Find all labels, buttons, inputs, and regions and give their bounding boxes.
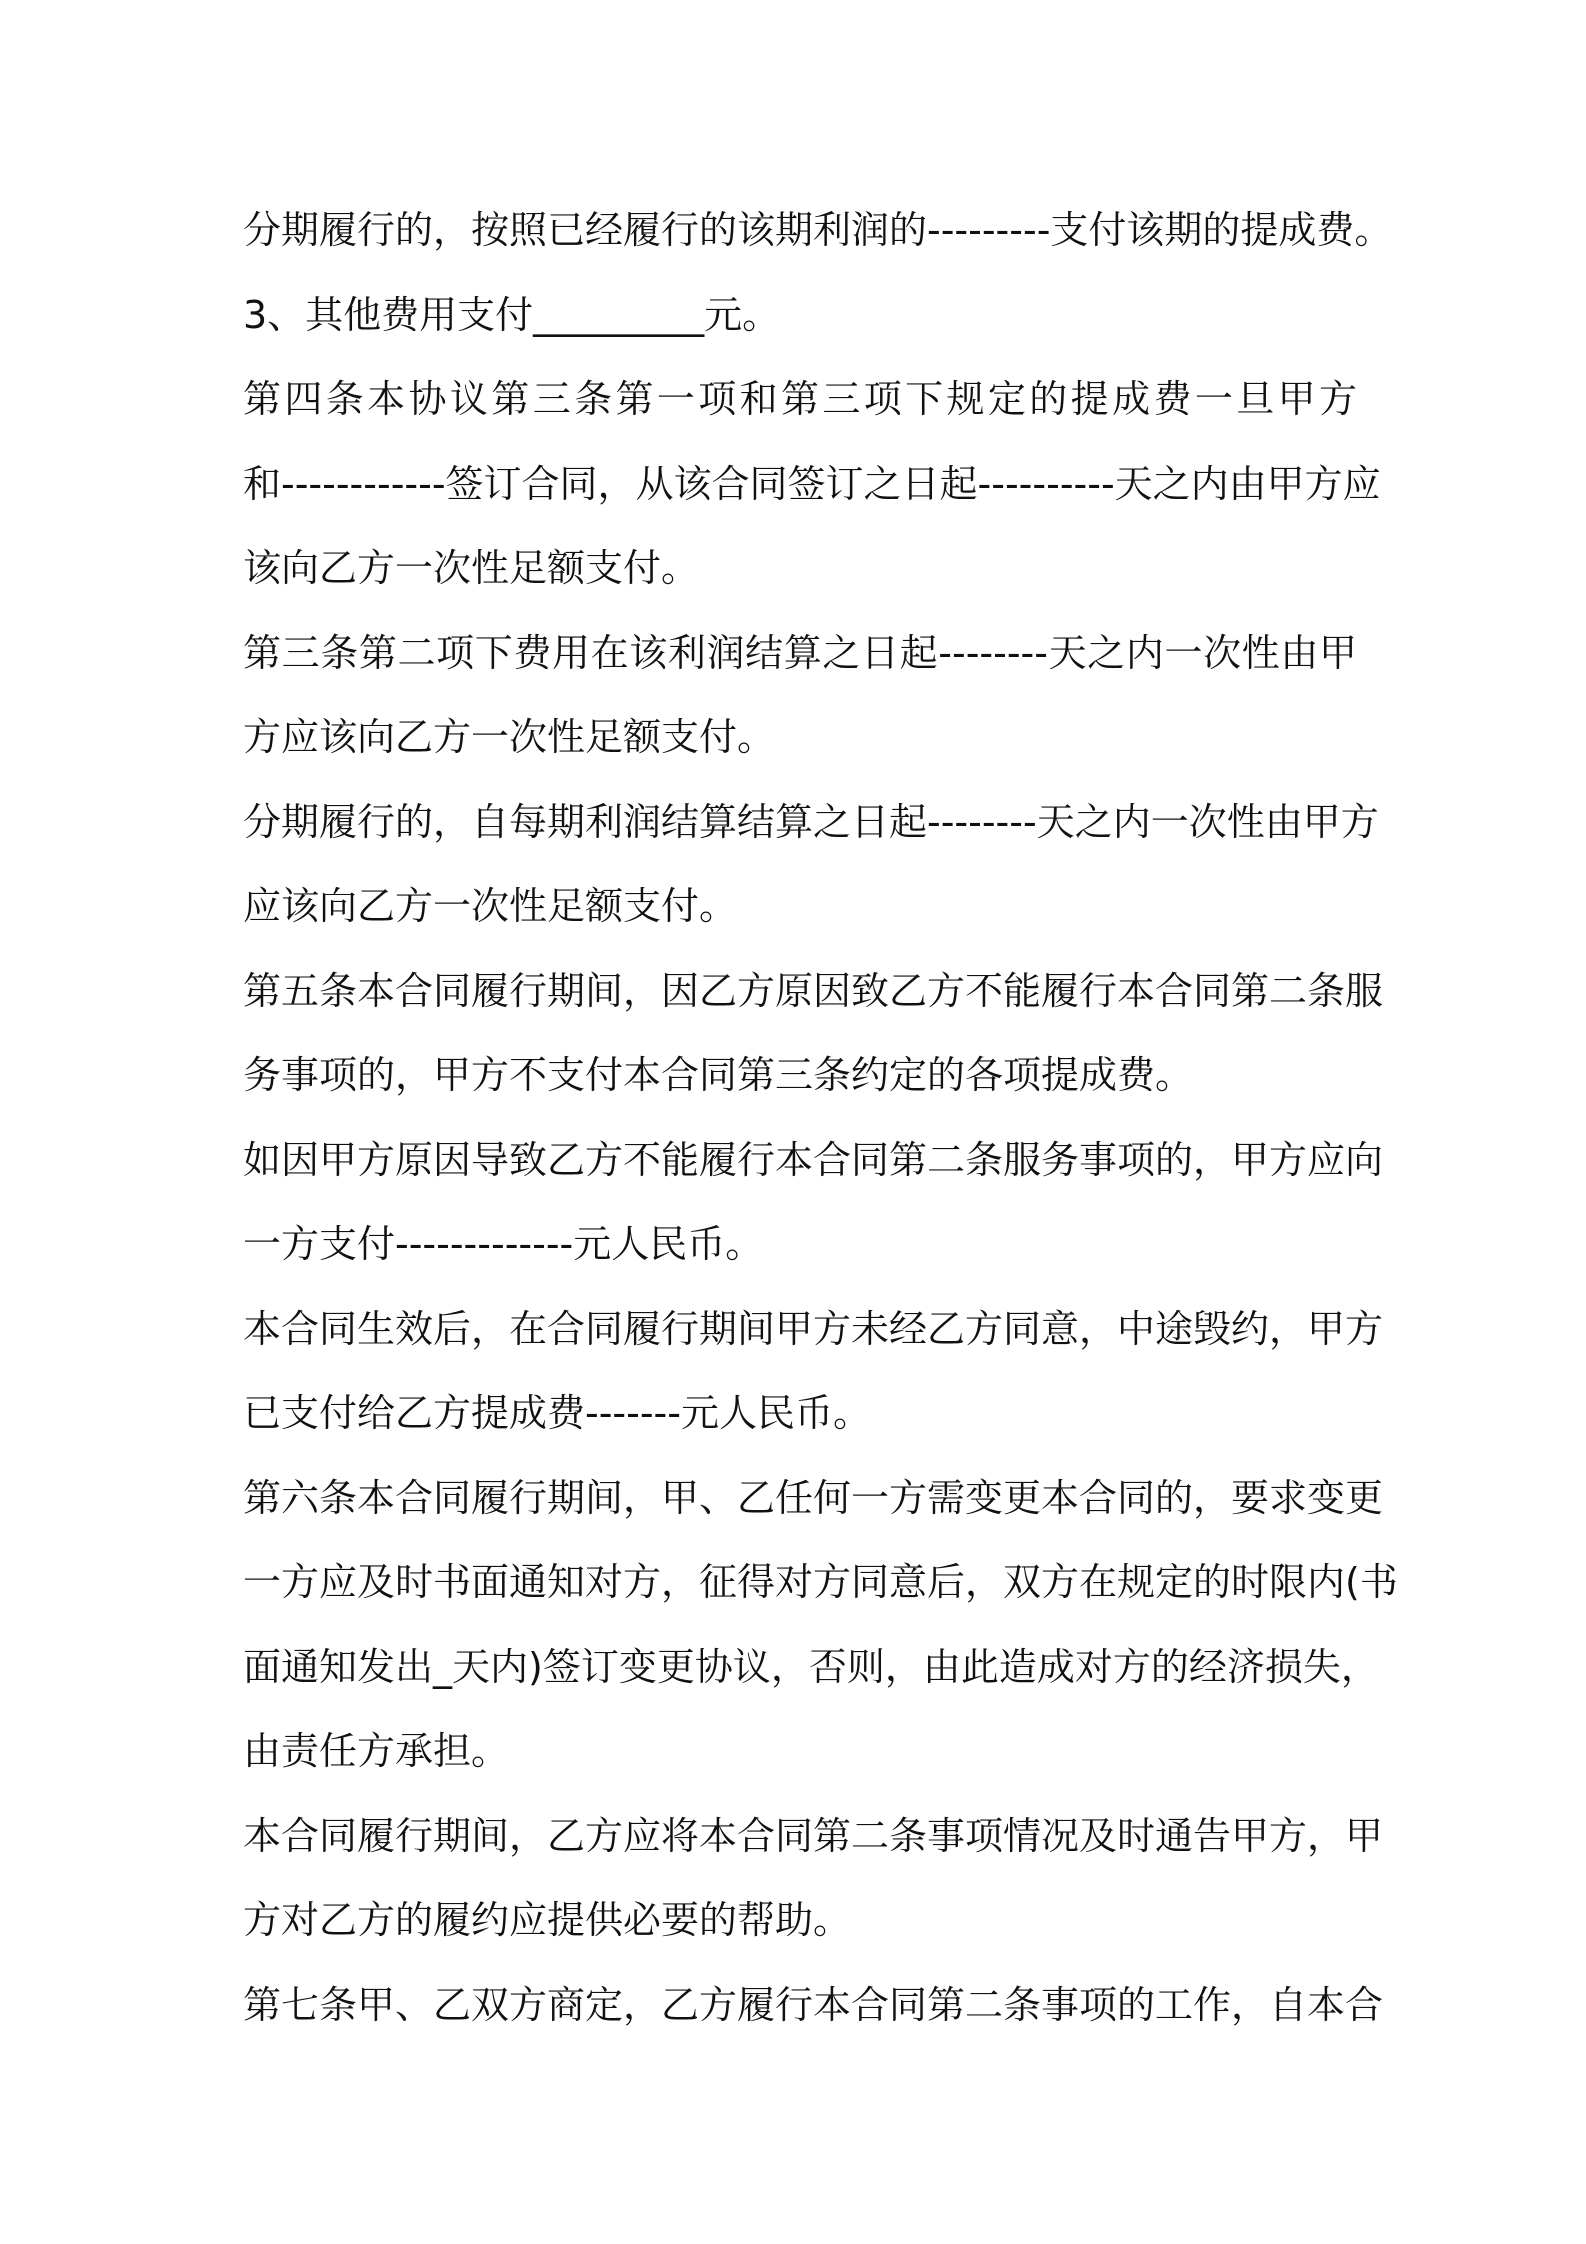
text-line: 第六条本合同履行期间，甲、乙任何一方需变更本合同的，要求变更 xyxy=(243,1475,1384,1520)
text-line: 第五条本合同履行期间，因乙方原因致乙方不能履行本合同第二条服 xyxy=(243,968,1384,1013)
text-line: 分期履行的，自每期利润结算结算之日起--------天之内一次性由甲方 xyxy=(243,799,1379,844)
text-line: 3、其他费用支付_________元。 xyxy=(243,292,781,337)
text-line: 如因甲方原因导致乙方不能履行本合同第二条服务事项的，甲方应向 xyxy=(243,1137,1384,1182)
text-line: 本合同履行期间，乙方应将本合同第二条事项情况及时通告甲方，甲 xyxy=(243,1813,1384,1858)
text-line: 和------------签订合同，从该合同签订之日起----------天之内由甲方应 xyxy=(243,461,1381,506)
text-line: 面通知发出_天内)签订变更协议，否则，由此造成对方的经济损失， xyxy=(243,1644,1379,1689)
document-body xyxy=(243,198,1398,2057)
text-line: 由责任方承担。 xyxy=(243,1729,510,1773)
text-line: 已支付给乙方提成费-------元人民币。 xyxy=(243,1391,871,1435)
text-line: 第四条本协议第三条第一项和第三项下规定的提成费一旦甲方 xyxy=(243,377,1357,421)
text-line: 方对乙方的履约应提供必要的帮助。 xyxy=(243,1898,852,1942)
text-line: 一方应及时书面通知对方，征得对方同意后，双方在规定的时限内(书 xyxy=(243,1560,1398,1604)
text-line: 方应该向乙方一次性足额支付。 xyxy=(243,715,776,759)
text-line: 该向乙方一次性足额支付。 xyxy=(243,546,700,590)
text-line: 本合同生效后，在合同履行期间甲方未经乙方同意，中途毁约，甲方 xyxy=(243,1306,1384,1351)
text-line: 一方支付-------------元人民币。 xyxy=(243,1222,764,1266)
text-line: 应该向乙方一次性足额支付。 xyxy=(243,884,738,928)
text-line: 第七条甲、乙双方商定，乙方履行本合同第二条事项的工作，自本合 xyxy=(243,1982,1384,2027)
text-line: 分期履行的，按照已经履行的该期利润的---------支付该期的提成费。 xyxy=(243,208,1393,252)
text-line: 第三条第二项下费用在该利润结算之日起--------天之内一次性由甲 xyxy=(243,630,1357,675)
text-line: 务事项的，甲方不支付本合同第三条约定的各项提成费。 xyxy=(243,1053,1194,1097)
